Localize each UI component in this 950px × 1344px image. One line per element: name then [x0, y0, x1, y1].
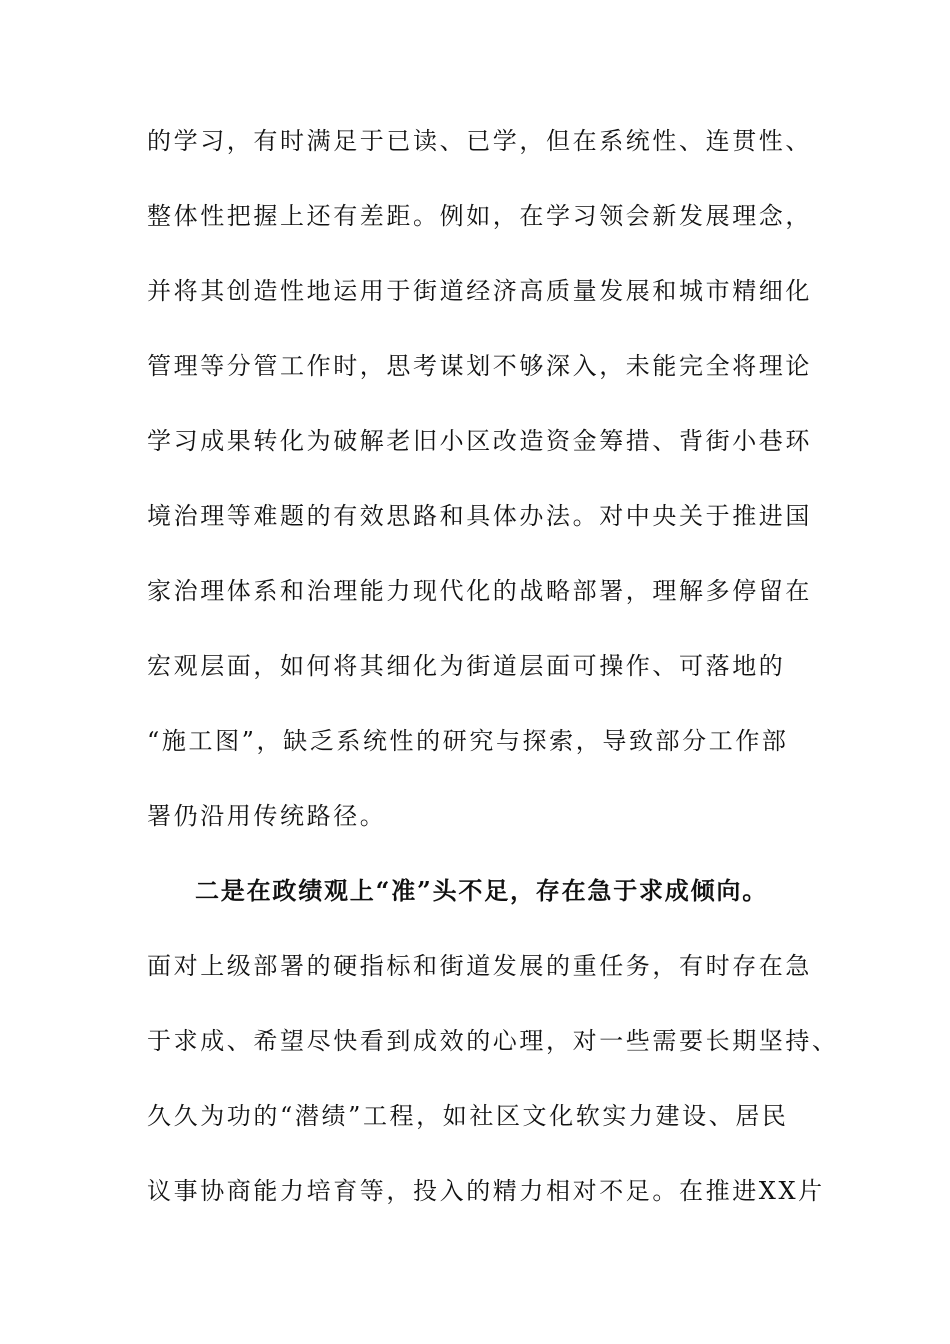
paragraph-line: 议事协商能力培育等，投入的精力相对不足。在推进XX片 [147, 1177, 825, 1205]
paragraph-line: 久久为功的“潜绩”工程，如社区文化软实力建设、居民 [147, 1102, 789, 1130]
section-heading: 二是在政绩观上“准”头不足，存在急于求成倾向。 [195, 876, 769, 905]
paragraph-line: 于求成、希望尽快看到成效的心理，对一些需要长期坚持、 [147, 1027, 839, 1055]
paragraph-line: “施工图”，缺乏系统性的研究与探索，导致部分工作部 [147, 727, 789, 755]
paragraph-line: 整体性把握上还有差距。例如，在学习领会新发展理念， [147, 202, 812, 230]
paragraph-line: 面对上级部署的硬指标和街道发展的重任务，有时存在急 [147, 952, 812, 980]
paragraph-line: 境治理等难题的有效思路和具体办法。对中央关于推进国 [147, 502, 812, 530]
paragraph-line: 并将其创造性地运用于街道经济高质量发展和城市精细化 [147, 277, 812, 305]
paragraph-line: 署仍沿用传统路径。 [147, 802, 387, 830]
paragraph-line: 的学习，有时满足于已读、已学，但在系统性、连贯性、 [147, 127, 812, 155]
paragraph-line: 管理等分管工作时，思考谋划不够深入，未能完全将理论 [147, 352, 812, 380]
paragraph-line: 学习成果转化为破解老旧小区改造资金筹措、背街小巷环 [147, 427, 812, 455]
paragraph-line: 宏观层面，如何将其细化为街道层面可操作、可落地的 [147, 652, 786, 680]
paragraph-line: 家治理体系和治理能力现代化的战略部署，理解多停留在 [147, 577, 812, 605]
